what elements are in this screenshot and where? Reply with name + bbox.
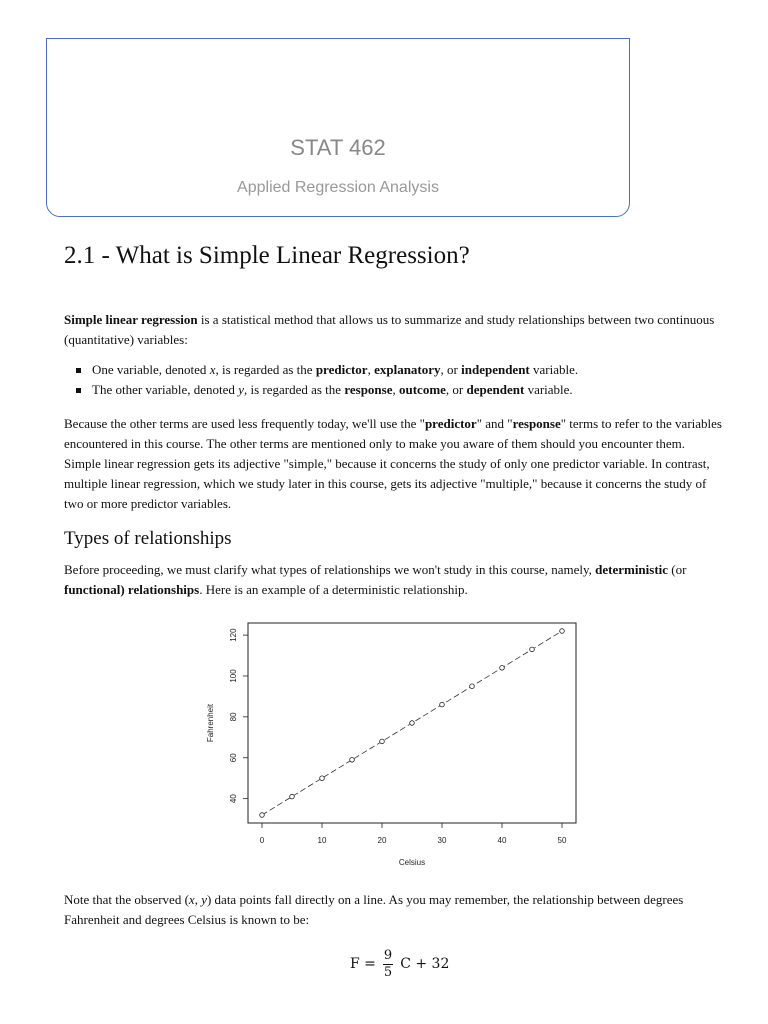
list-text: One variable, denoted: [92, 362, 210, 377]
paragraph-text: " terms to refer to the variables encountered in this course. The other terms are mentioned only to make you aware of them should you encounter them. Simple linear regression gets its adjective "simple," because it concerns the study of only one predictor variable. In contrast, multiple linear regression, which we study later in this course, gets its adjective "multiple," because it concerns the study of two or more predictor variables.: [64, 416, 722, 511]
variable-x: x: [188, 892, 195, 907]
formula-rhs: C + 32: [400, 956, 450, 972]
conversion-formula: [350, 942, 449, 986]
x-tick-label: 50: [557, 836, 567, 845]
y-tick-label: 40: [229, 794, 238, 804]
list-text: ,: [367, 362, 375, 377]
variable-y: y: [201, 892, 207, 907]
y-tick-label: 80: [229, 712, 238, 722]
paragraph-text: Note that the observed (: [64, 892, 189, 907]
list-text: , or: [440, 362, 462, 377]
intro-term: Simple linear regression: [64, 312, 198, 327]
paragraph-text: Before proceeding, we must clarify what types of relationships we won't study in this course, namely,: [64, 562, 596, 577]
list-text: variable.: [524, 382, 573, 397]
data-point: [320, 776, 325, 781]
y-axis-label: Fahrenheit: [206, 703, 215, 743]
variable-y: y: [238, 382, 244, 397]
term-response: response: [344, 382, 393, 397]
note-paragraph: [64, 890, 724, 930]
variable-x: x: [209, 362, 216, 377]
x-tick-label: 40: [497, 836, 507, 845]
list-text: ,: [392, 382, 399, 397]
data-point: [350, 758, 355, 763]
y-tick-label: 120: [229, 628, 238, 642]
term-functional-relationships: functional) relationships: [64, 582, 200, 597]
formula-lhs: F =: [350, 956, 376, 972]
data-point: [290, 794, 295, 799]
paragraph-text: ,: [194, 892, 202, 907]
fraction-denominator: 5: [383, 964, 393, 980]
term-response: response: [512, 416, 561, 431]
term-dependent: dependent: [466, 382, 525, 397]
data-point: [500, 666, 505, 671]
course-name: Applied Regression Analysis: [237, 179, 439, 196]
list-text: , is regarded as the: [215, 362, 316, 377]
y-tick-label: 100: [229, 669, 238, 683]
variable-list: [64, 360, 724, 400]
page-title: 2.1 - What is Simple Linear Regression?: [64, 242, 470, 269]
paragraph-text: (or: [668, 562, 687, 577]
x-axis-label: Celsius: [398, 858, 426, 867]
list-text: variable.: [529, 362, 579, 377]
data-point: [530, 647, 535, 652]
celsius-fahrenheit-scatter-plot: [196, 618, 586, 876]
list-text: The other variable, denoted: [92, 382, 239, 397]
intro-text: is a statistical method that allows us to summarize and study relationships between two continuous (quantitative) variables:: [64, 312, 715, 347]
term-independent: independent: [461, 362, 530, 377]
course-header-card: [46, 38, 630, 217]
relationships-paragraph: [64, 560, 724, 600]
data-point: [260, 813, 265, 818]
data-point: [440, 702, 445, 707]
data-point: [560, 629, 565, 634]
intro-paragraph: [64, 310, 724, 350]
x-tick-label: 0: [259, 836, 265, 845]
fraction-numerator: 9: [383, 947, 393, 963]
data-point: [410, 721, 415, 726]
list-text: , is regarded as the: [243, 382, 345, 397]
term-outcome: outcome: [398, 382, 446, 397]
x-tick-label: 20: [377, 836, 387, 845]
term-predictor: predictor: [424, 416, 477, 431]
terms-paragraph: [64, 414, 724, 514]
formula-fraction: [382, 948, 394, 981]
term-explanatory: explanatory: [374, 362, 441, 377]
course-code: STAT 462: [290, 135, 386, 160]
paragraph-text: ) data points fall directly on a line. As you may remember, the relationship between degrees Fahrenheit and degrees Celsius is known to be:: [64, 892, 684, 927]
x-tick-label: 10: [317, 836, 327, 845]
section-heading: Types of relationships: [64, 528, 232, 549]
list-item: [64, 380, 724, 400]
list-item: [64, 360, 724, 380]
list-text: , or: [445, 382, 467, 397]
term-deterministic: deterministic: [595, 562, 669, 577]
term-predictor: predictor: [315, 362, 368, 377]
data-point: [380, 739, 385, 744]
data-point: [470, 684, 475, 689]
paragraph-text: " and ": [476, 416, 513, 431]
paragraph-text: Because the other terms are used less frequently today, we'll use the ": [64, 416, 425, 431]
y-tick-label: 60: [229, 753, 238, 763]
x-tick-label: 30: [437, 836, 447, 845]
paragraph-text: . Here is an example of a deterministic relationship.: [199, 582, 468, 597]
